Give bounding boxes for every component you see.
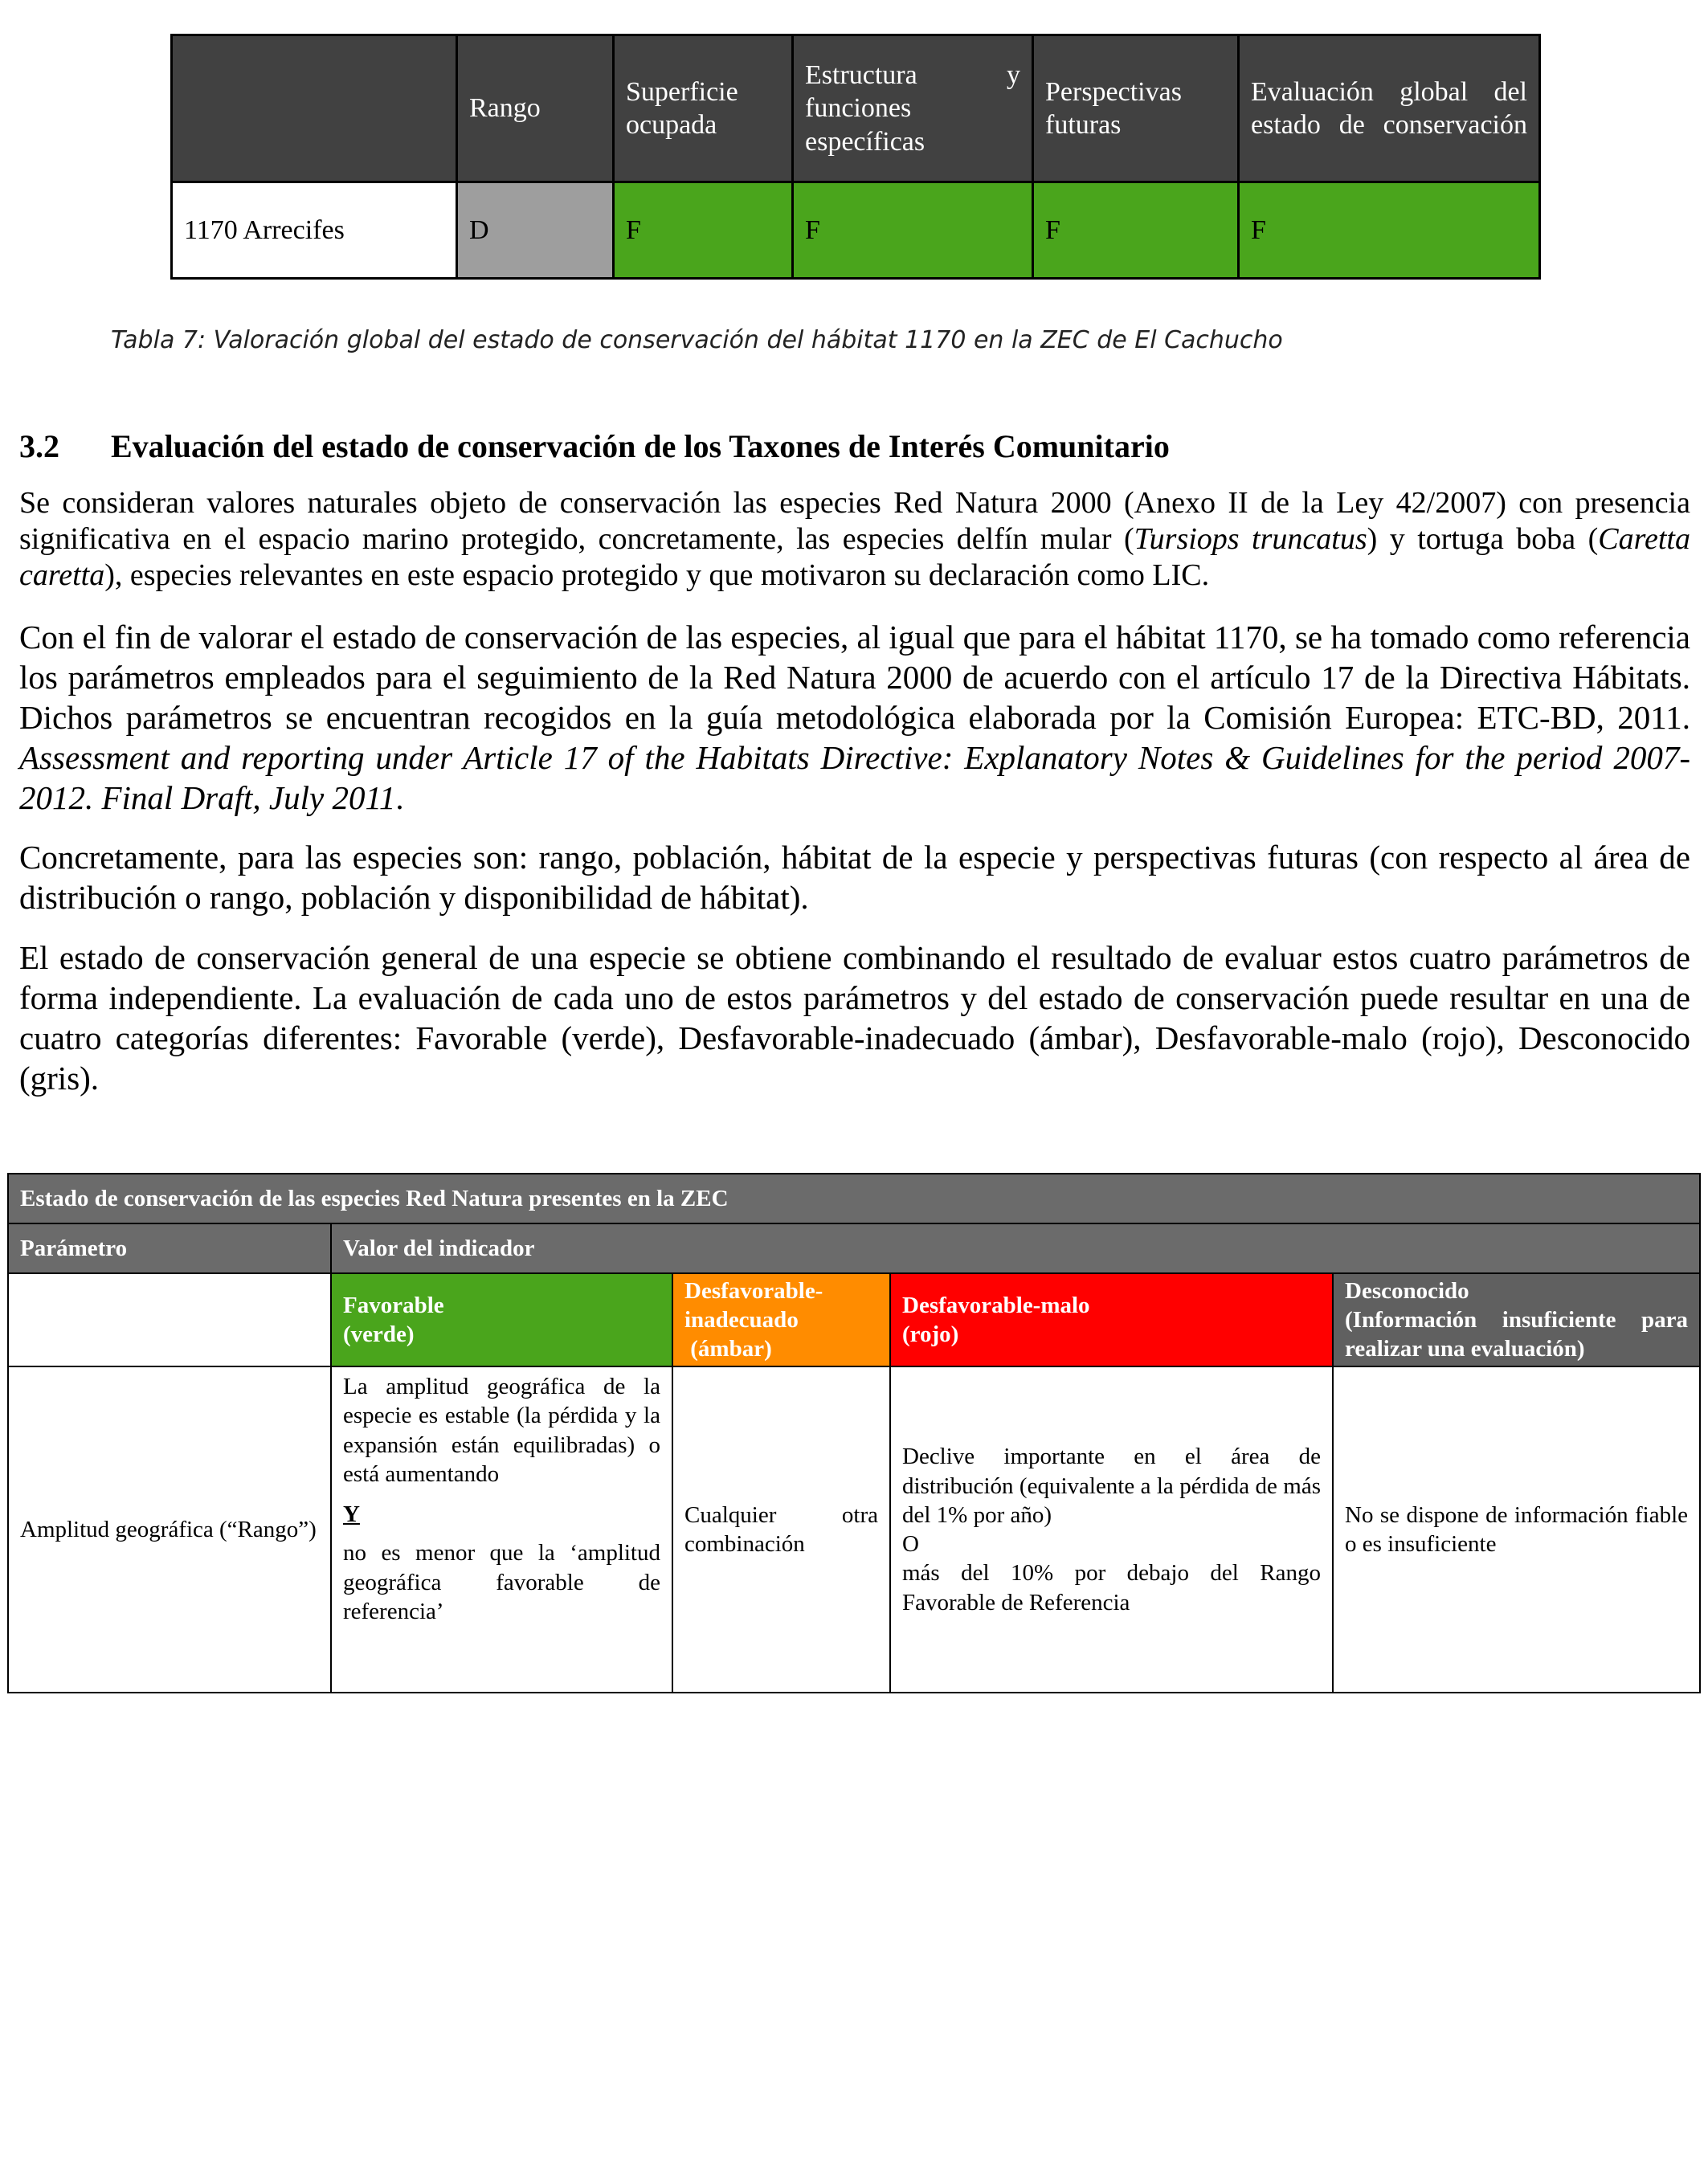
species-name-tursiops: Tursiops truncatus xyxy=(1134,522,1367,556)
table-row xyxy=(8,1366,1700,1693)
category-inadecuado xyxy=(672,1273,890,1366)
paragraph-text: ), especies relevantes en este espacio protegido y que motivaron su declaración como LIC. xyxy=(104,558,1210,592)
cell-conjunction: O xyxy=(902,1531,919,1557)
evaluacion-value-cell: F xyxy=(1239,182,1540,279)
paragraph-parameters: Concretamente, para las especies son: rango, población, hábitat de la especie y perspectivas futuras (con respecto al área de distribución o rango, población y disponibilidad de hábitat). xyxy=(19,839,1690,916)
category-malo xyxy=(890,1273,1333,1366)
header-cell-evaluacion: Evaluación global del estado de conservación xyxy=(1239,35,1540,182)
category-label: inadecuado xyxy=(684,1306,799,1333)
category-label: Favorable xyxy=(343,1292,444,1318)
category-row xyxy=(8,1273,1700,1366)
perspectivas-value-cell: F xyxy=(1033,182,1239,279)
category-label: Desfavorable-malo xyxy=(902,1292,1090,1318)
header-cell-estructura: Estructura y funciones específicas xyxy=(793,35,1033,182)
estructura-value-cell: F xyxy=(793,182,1033,279)
table-header-row xyxy=(8,1223,1700,1273)
parameter-cell: Amplitud geográfica (“Rango”) xyxy=(8,1366,331,1693)
section-heading xyxy=(19,427,1170,465)
conservation-status-table-1170 xyxy=(170,34,1541,280)
habitat-name-cell: 1170 Arrecifes xyxy=(172,182,457,279)
paragraph-categories: El estado de conservación general de una especie se obtiene combinando el resultado de evaluar estos cuatro parámetros de forma independiente. La evaluación de cada uno de estos parámetros y del estado de conservación puede resultar en una de cuatro categorías diferentes: Favorable (verde), Desfavorable-inadecuado (ámbar), Desfavorable-malo (rojo), Desconocido (gris). xyxy=(19,939,1690,1097)
paragraph-species xyxy=(19,485,1690,594)
paragraph-text: Se consideran valores naturales objeto de conservación las especies Red Natura 2000 (Anexo II de la Ley 42/2007) con presencia significativa en el espacio marino protegido, concretamente, las especies delfín mular ( xyxy=(19,486,1690,556)
superficie-value-cell: F xyxy=(614,182,793,279)
value-header: Valor del indicador xyxy=(331,1223,1700,1273)
parameter-header: Parámetro xyxy=(8,1223,331,1273)
table-caption: Tabla 7: Valoración global del estado de conservación del hábitat 1170 en la ZEC de El Cachucho xyxy=(111,326,1283,354)
paragraph-text: ) y tortuga boba ( xyxy=(1367,522,1599,556)
table-row xyxy=(172,182,1540,279)
paragraph-text: . xyxy=(395,779,404,816)
section-number: 3.2 xyxy=(19,428,59,464)
desconocido-cell: No se dispone de información fiable o es insuficiente xyxy=(1333,1366,1700,1693)
empty-cell xyxy=(8,1273,331,1366)
category-desconocido xyxy=(1333,1273,1700,1366)
species-conservation-table xyxy=(7,1173,1701,1693)
header-cell-superficie: Superficie ocupada xyxy=(614,35,793,182)
cell-text: más del 10% por debajo del Rango Favorable de Referencia xyxy=(902,1560,1321,1615)
cell-text: no es menor que la ‘amplitud geográfica favorable de referencia’ xyxy=(343,1540,660,1624)
rango-value-cell: D xyxy=(457,182,614,279)
category-label: Desfavorable- xyxy=(684,1277,823,1304)
favorable-cell xyxy=(331,1366,672,1693)
table-title-row xyxy=(8,1174,1700,1223)
header-cell-rango: Rango xyxy=(457,35,614,182)
table-header-row xyxy=(172,35,1540,182)
paragraph-text: Con el fin de valorar el estado de conservación de las especies, al igual que para el hábitat 1170, se ha tomado como referencia los parámetros empleados para el seguimiento de la Red Natura 2000 de acuerdo con el artículo 17 de la Directiva Hábitats. Dichos parámetros se encuentran recogidos en la guía metodológica elaborada por la Comisión Europea: ETC-BD, 2011. xyxy=(19,619,1690,736)
cell-text: La amplitud geográfica de la especie es estable (la pérdida y la expansión están equilibradas) o está aumentando xyxy=(343,1374,660,1487)
category-color-label: (verde) xyxy=(343,1321,415,1347)
header-cell-empty xyxy=(172,35,457,182)
category-color-label: (ámbar) xyxy=(684,1336,772,1362)
category-label: Desconocido xyxy=(1345,1277,1469,1304)
category-color-label: (rojo) xyxy=(902,1321,959,1347)
category-description: (Información insuficiente para realizar una evaluación) xyxy=(1345,1306,1689,1362)
cell-conjunction: Y xyxy=(343,1501,360,1527)
category-favorable xyxy=(331,1273,672,1366)
table-title: Estado de conservación de las especies Red Natura presentes en la ZEC xyxy=(8,1174,1700,1223)
reference-title: Assessment and reporting under Article 17 of the Habitats Directive: Explanatory Notes & Guidelines for the period 2007-2012. Final Draft, July 2011 xyxy=(19,739,1690,816)
header-cell-perspectivas: Perspectivas futuras xyxy=(1033,35,1239,182)
species-name-caretta: Caretta caretta xyxy=(19,522,1690,592)
paragraph-method xyxy=(19,617,1690,818)
malo-cell xyxy=(890,1366,1333,1693)
inadecuado-cell: Cualquier otra combinación xyxy=(672,1366,890,1693)
section-title: Evaluación del estado de conservación de los Taxones de Interés Comunitario xyxy=(111,428,1170,464)
cell-text: Declive importante en el área de distribución (equivalente a la pérdida de más del 1% por año) xyxy=(902,1444,1321,1528)
